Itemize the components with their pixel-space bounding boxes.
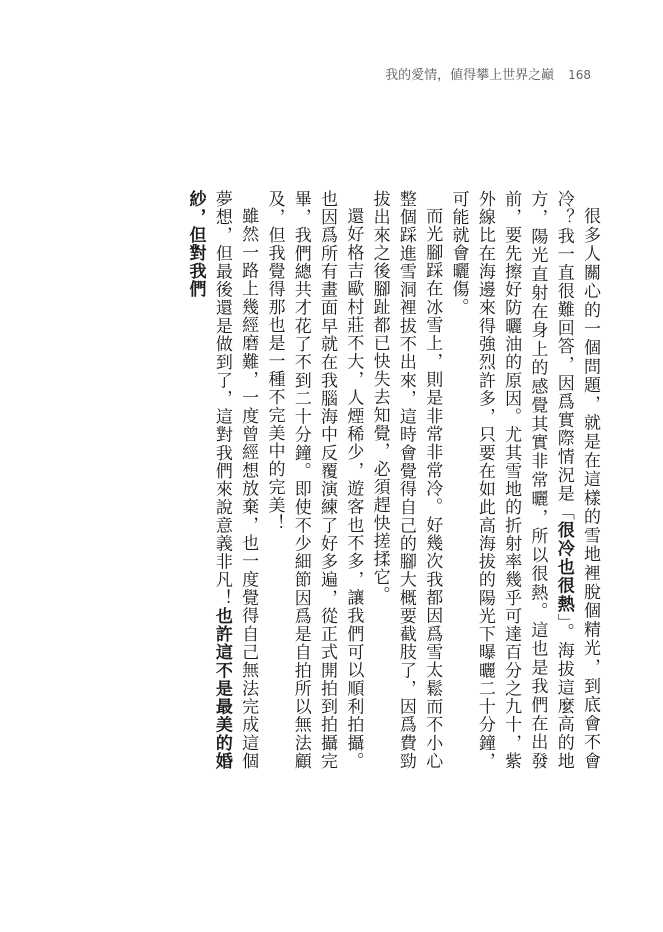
text-run: 」。海拔這麼高的地方，陽光直射在身上的感覺其實非常曬，所以很熱。這也是我們在出發前，要先擦好防曬油的原因。尤其雪地的折射率幾乎可達百分之九十，紫外線比在海邊來得強烈許多，只要在如此高海拔的陽光下曝曬二十分鐘，可能就會曬傷。 bbox=[448, 190, 574, 771]
text-run: 很多人關心的一個問題，就是在這樣的雪地裡脫個精光，到底會不會冷？我一直很難回答，因爲實際情況是「 bbox=[553, 190, 600, 770]
paragraph bbox=[445, 190, 603, 770]
paragraph bbox=[261, 190, 366, 770]
book-title: 我的愛情，値得攀上世界之巓 bbox=[385, 68, 555, 83]
paragraph bbox=[366, 190, 445, 770]
text-run: 雖然一路上幾經磨難，一度曾經想放棄，也一度覺得自己無法完成這個夢想，但最後還是做到了，這對我們來說意義非凡！ bbox=[211, 190, 259, 770]
running-header bbox=[385, 64, 591, 83]
bold-text: 也許這不是最美的婚紗，但對我們 bbox=[185, 190, 232, 771]
page-number: 168 bbox=[568, 68, 591, 82]
text-run: 而光腳踩在冰雪上，則是非常非常冷。好幾次我都因爲雪太鬆而不小心整個踩進雪洞裡拔不出來，這時會覺得自己的腳大概要截肢了，因爲費勁拔出來之後腳趾都已快失去知覺，必須趕快搓揉它。 bbox=[369, 190, 443, 770]
paragraph bbox=[182, 190, 261, 770]
body-text bbox=[133, 190, 603, 770]
bold-text: 很冷也很熱 bbox=[553, 521, 574, 614]
text-run: 還好格吉歐村莊不大，人煙稀少，遊客也不多，讓我們可以順利拍攝。也因爲所有畫面早就在我腦海中反覆演練了好多遍，從正式開拍到拍攝完畢，我們總共才花了不到二十分鐘。即使不少細節因爲是自拍所以無法顧及，但我覺得那也是一種不完美中的完美！ bbox=[264, 190, 364, 770]
